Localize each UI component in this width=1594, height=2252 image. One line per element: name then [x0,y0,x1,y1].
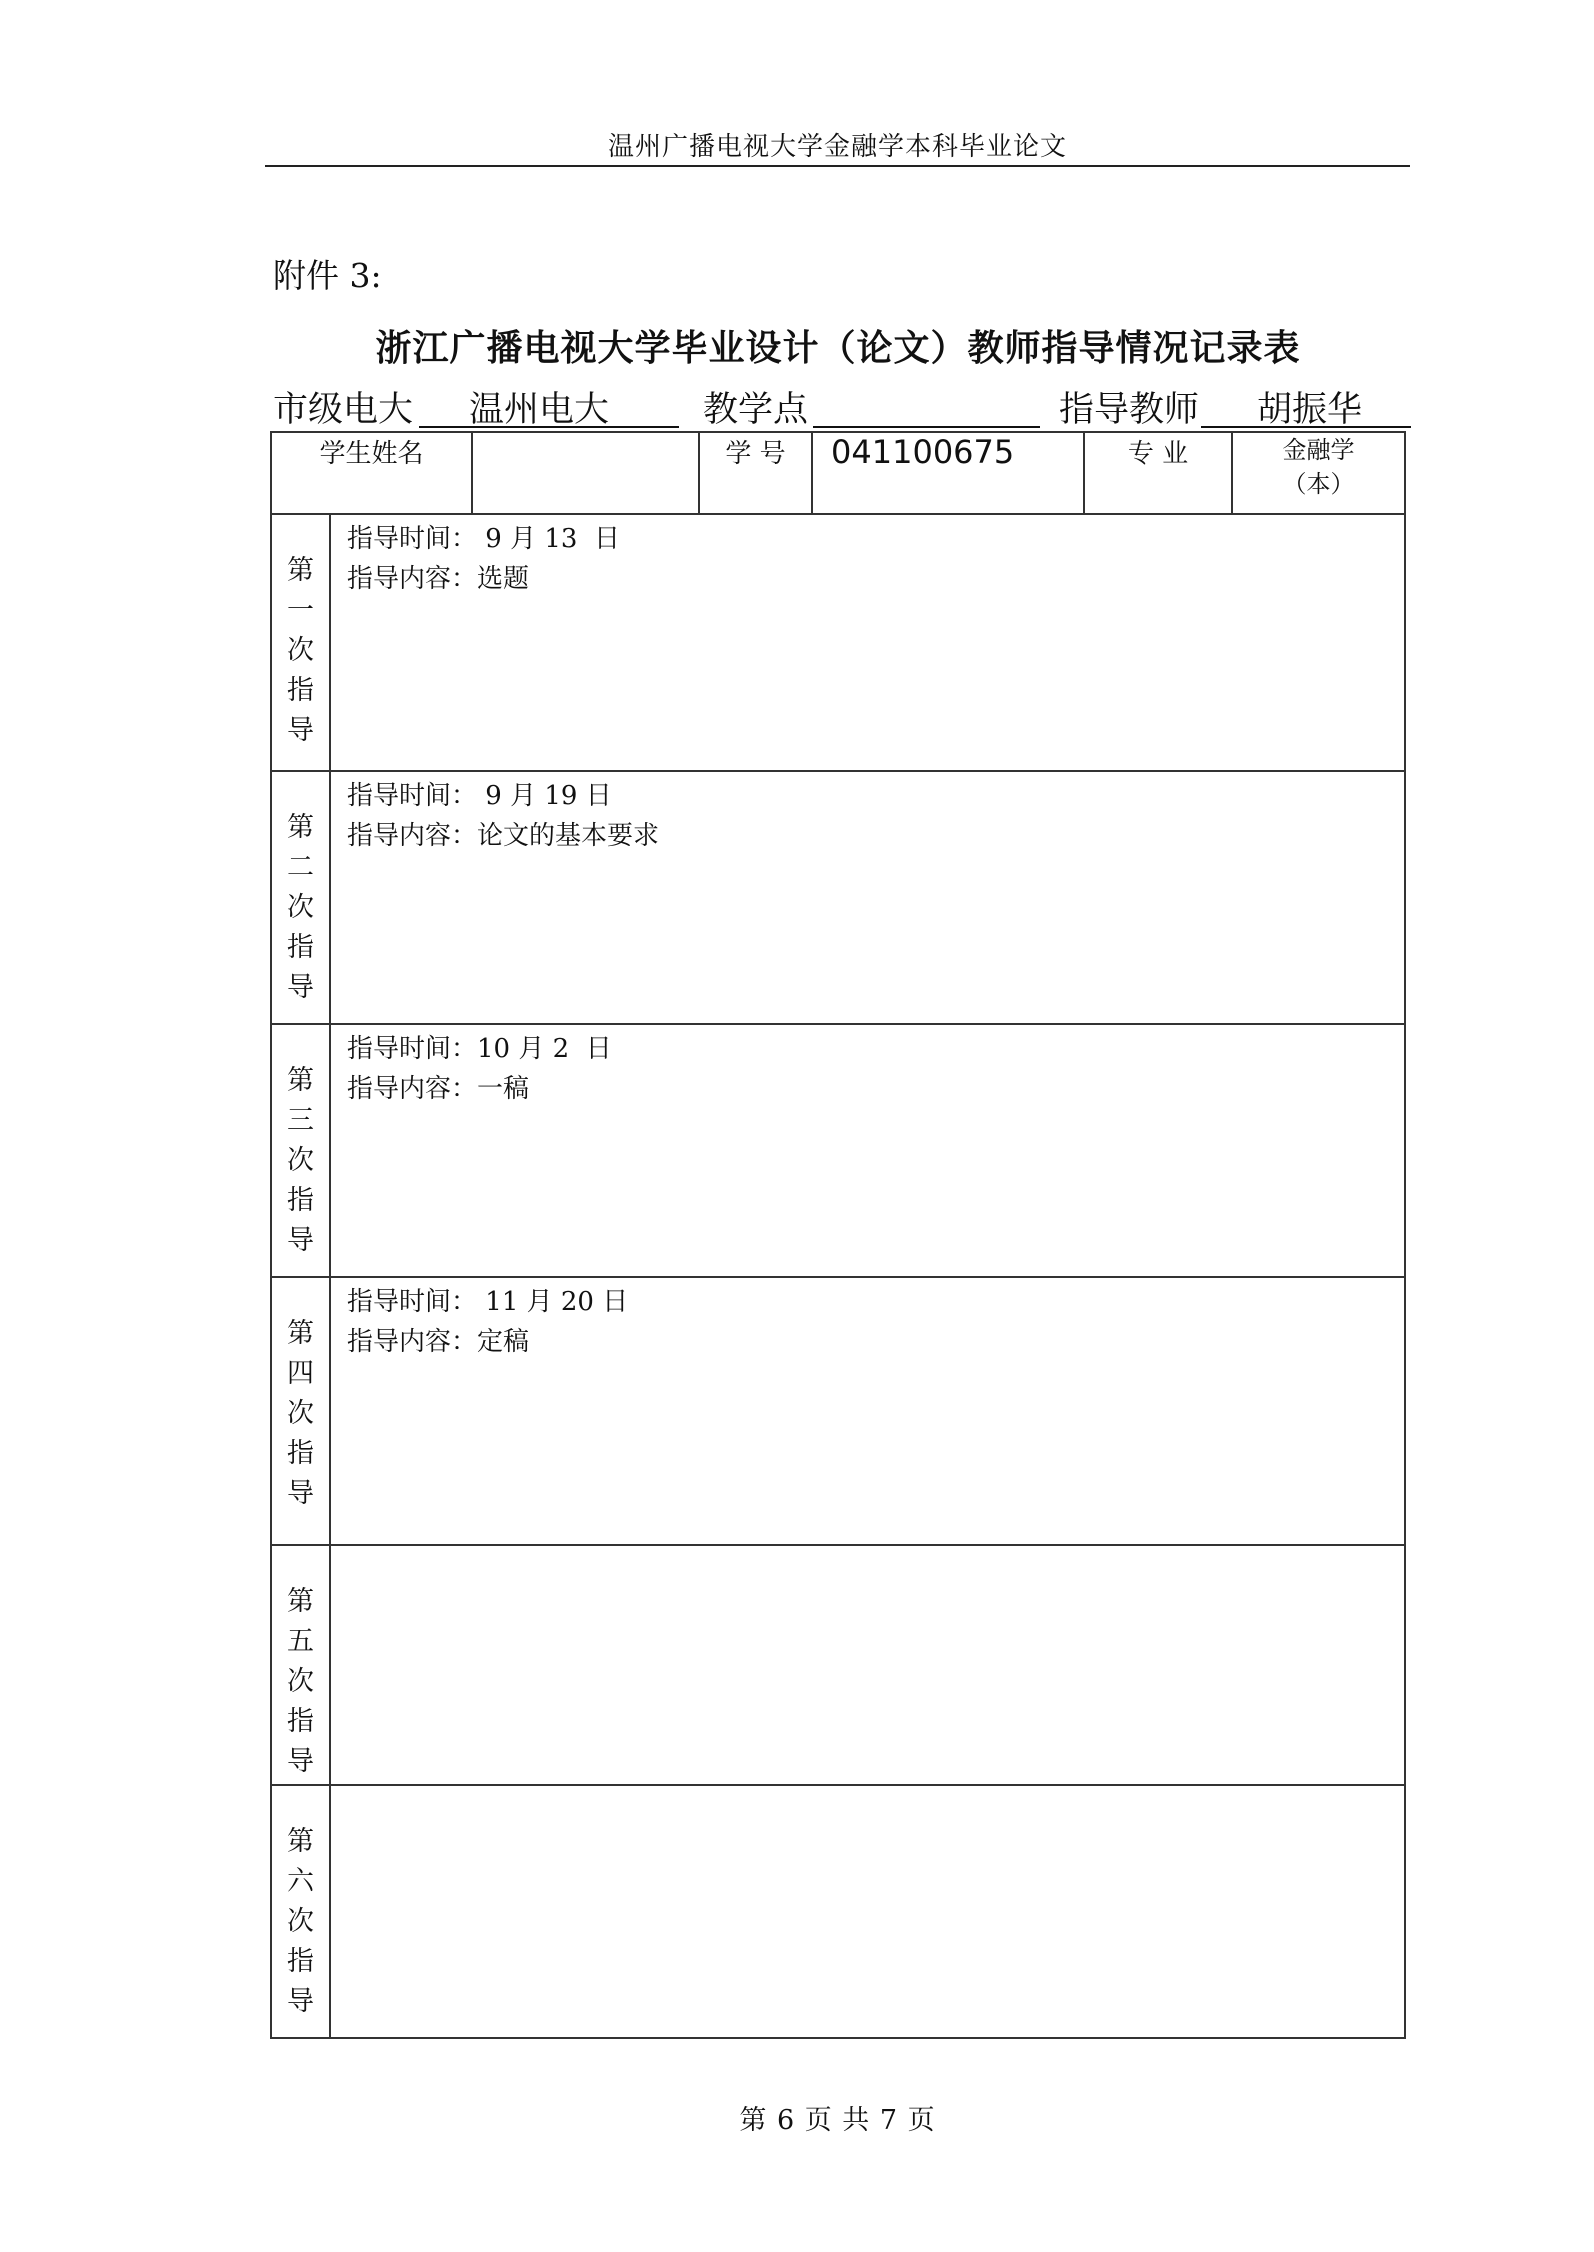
teacher-value: 胡振华 [1257,390,1363,430]
session-label: 第 四 次 指 导 [271,1277,330,1545]
session-label: 第 三 次 指 导 [271,1024,330,1277]
student-id-value[interactable]: 041100675 [812,432,1084,514]
teacher-value-field[interactable] [1201,382,1411,428]
attachment-label: 附件 3: [273,256,382,295]
session-row [271,514,1405,771]
session-row [271,771,1405,1024]
session-label: 第 五 次 指 导 [271,1545,330,1785]
session-label: 第 二 次 指 导 [271,771,330,1024]
major-value-line1: 金融学 [1282,436,1355,464]
major-value[interactable] [1232,432,1405,514]
session-content[interactable] [330,514,1405,771]
site-value-field[interactable] [813,382,1040,428]
session-content[interactable] [330,1545,1405,1785]
site-label: 教学点 [703,390,809,430]
table-header-row [271,432,1405,514]
city-value-field[interactable] [419,382,679,428]
guidance-topic: 指导内容：论文的基本要求 [347,821,660,851]
guidance-time: 指导时间： 9 月 13 日 [347,524,620,554]
session-content[interactable] [330,1277,1405,1545]
guidance-topic: 指导内容：一稿 [347,1074,530,1104]
session-row [271,1277,1405,1545]
guidance-topic: 指导内容：选题 [347,564,530,594]
major-label: 专 业 [1084,432,1232,514]
header-rule [265,165,1410,167]
guidance-time: 指导时间：10 月 2 日 [347,1034,612,1064]
major-value-line2: （本） [1282,470,1355,498]
city-value: 温州电大 [469,390,610,430]
session-label: 第 一 次 指 导 [271,514,330,771]
teacher-label: 指导教师 [1059,390,1200,430]
session-label: 第 六 次 指 导 [271,1785,330,2038]
form-title: 浙江广播电视大学毕业设计（论文）教师指导情况记录表 [375,327,1301,369]
session-row [271,1024,1405,1277]
session-content[interactable] [330,1024,1405,1277]
guidance-time: 指导时间： 11 月 20 日 [347,1287,629,1317]
city-label: 市级电大 [273,390,414,430]
info-line [273,382,1413,428]
running-header: 温州广播电视大学金融学本科毕业论文 [607,132,1067,162]
student-name-value[interactable] [472,432,699,514]
session-row [271,1785,1405,2038]
student-id-label: 学 号 [699,432,812,514]
page-footer: 第 6 页 共 7 页 [739,2105,936,2136]
guidance-record-table [270,431,1406,2039]
session-content[interactable] [330,771,1405,1024]
guidance-time: 指导时间： 9 月 19 日 [347,781,612,811]
student-name-label: 学生姓名 [271,432,472,514]
guidance-topic: 指导内容：定稿 [347,1327,530,1357]
session-content[interactable] [330,1785,1405,2038]
session-row [271,1545,1405,1785]
